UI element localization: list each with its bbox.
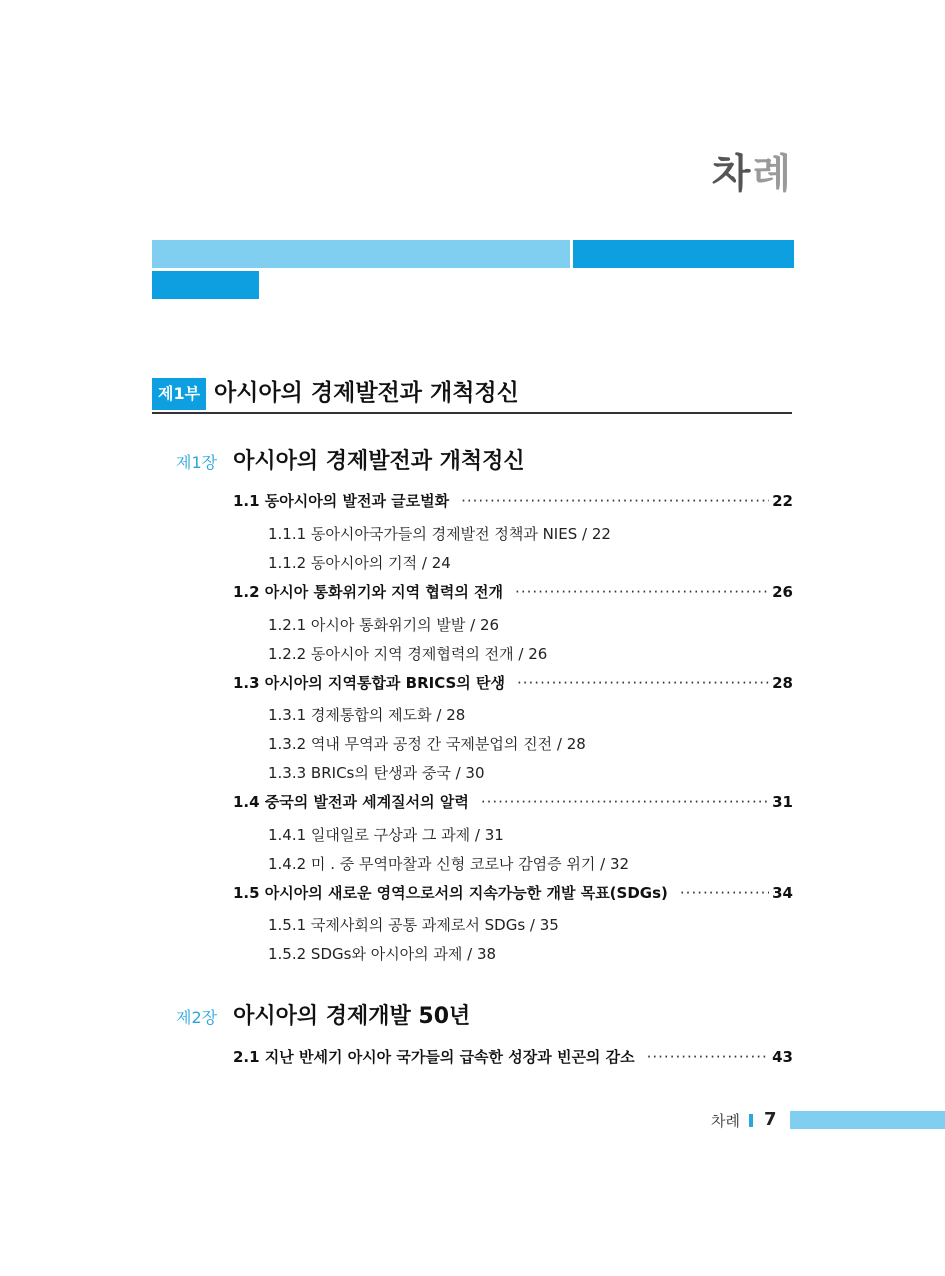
leader-dots [481,790,769,814]
leader-dots [647,1045,770,1069]
part-badge: 제1부 [152,378,206,410]
footer-separator [749,1114,753,1127]
toc-subsection-entry[interactable]: 1.3.2 역내 무역과 공정 간 국제분업의 진전 / 28 [268,735,586,753]
toc-section-entry[interactable] [233,489,793,513]
footer-label: 차례 [711,1112,740,1130]
chapter-heading [176,447,525,477]
leader-dots [680,881,769,905]
toc-section-label: 2.1 지난 반세기 아시아 국가들의 급속한 성장과 빈곤의 감소 [233,1048,635,1066]
toc-section-entry[interactable] [233,881,793,905]
footer-bar [790,1111,945,1129]
page-title [712,142,793,199]
leader-dots [461,489,769,513]
toc-section-label: 1.4 중국의 발전과 세계질서의 알력 [233,793,469,811]
toc-section-entry[interactable] [233,671,793,695]
decor-bar-light [152,240,570,268]
chapter-title: 아시아의 경제발전과 개척정신 [233,449,525,474]
toc-subsection-entry[interactable]: 1.4.2 미 . 중 무역마찰과 신형 코로나 감염증 위기 / 32 [268,855,630,873]
toc-subsection-entry[interactable]: 1.2.1 아시아 통화위기의 발발 / 26 [268,616,500,634]
toc-page-number: 28 [772,674,793,692]
leader-dots [517,671,769,695]
toc-section-entry[interactable] [233,580,793,604]
toc-page-number: 22 [772,492,793,510]
toc-subsection-entry[interactable]: 1.3.3 BRICs의 탄생과 중국 / 30 [268,764,485,782]
page-footer [0,1110,945,1132]
chapter-label: 제1장 [176,453,218,472]
toc-section-label: 1.2 아시아 통화위기와 지역 협력의 전개 [233,583,504,601]
decor-bar-dark [573,240,794,268]
chapter-heading [176,1002,470,1032]
toc-section-entry[interactable] [233,1045,793,1069]
decor-bar-small [152,271,259,299]
toc-subsection-entry[interactable]: 1.5.1 국제사회의 공통 과제로서 SDGs / 35 [268,916,559,934]
toc-subsection-entry[interactable]: 1.1.1 동아시아국가들의 경제발전 정책과 NIES / 22 [268,525,611,543]
toc-subsection-entry[interactable]: 1.1.2 동아시아의 기적 / 24 [268,554,451,572]
toc-section-label: 1.1 동아시아의 발전과 글로벌화 [233,492,450,510]
part-header [152,374,792,414]
toc-page-number: 31 [772,793,793,811]
chapter-title: 아시아의 경제개발 50년 [233,1004,471,1029]
toc-section-entry[interactable] [233,790,793,814]
toc-section-label: 1.5 아시아의 새로운 영역으로서의 지속가능한 개발 목표(SDGs) [233,884,668,902]
toc-subsection-entry[interactable]: 1.3.1 경제통합의 제도화 / 28 [268,706,466,724]
toc-page-number: 34 [772,884,793,902]
toc-page-number: 43 [772,1048,793,1066]
page-title-part1: 차 [711,151,753,197]
footer-page-number: 7 [764,1109,777,1130]
page-title-part2: 례 [752,151,793,197]
toc-section-label: 1.3 아시아의 지역통합과 BRICS의 탄생 [233,674,505,692]
toc-subsection-entry[interactable]: 1.4.1 일대일로 구상과 그 과제 / 31 [268,826,504,844]
toc-subsection-entry[interactable]: 1.2.2 동아시아 지역 경제협력의 전개 / 26 [268,645,548,663]
chapter-label: 제2장 [176,1008,218,1027]
toc-page-number: 26 [772,583,793,601]
leader-dots [515,580,769,604]
toc-subsection-entry[interactable]: 1.5.2 SDGs와 아시아의 과제 / 38 [268,945,497,963]
part-title: 아시아의 경제발전과 개척정신 [214,380,519,406]
